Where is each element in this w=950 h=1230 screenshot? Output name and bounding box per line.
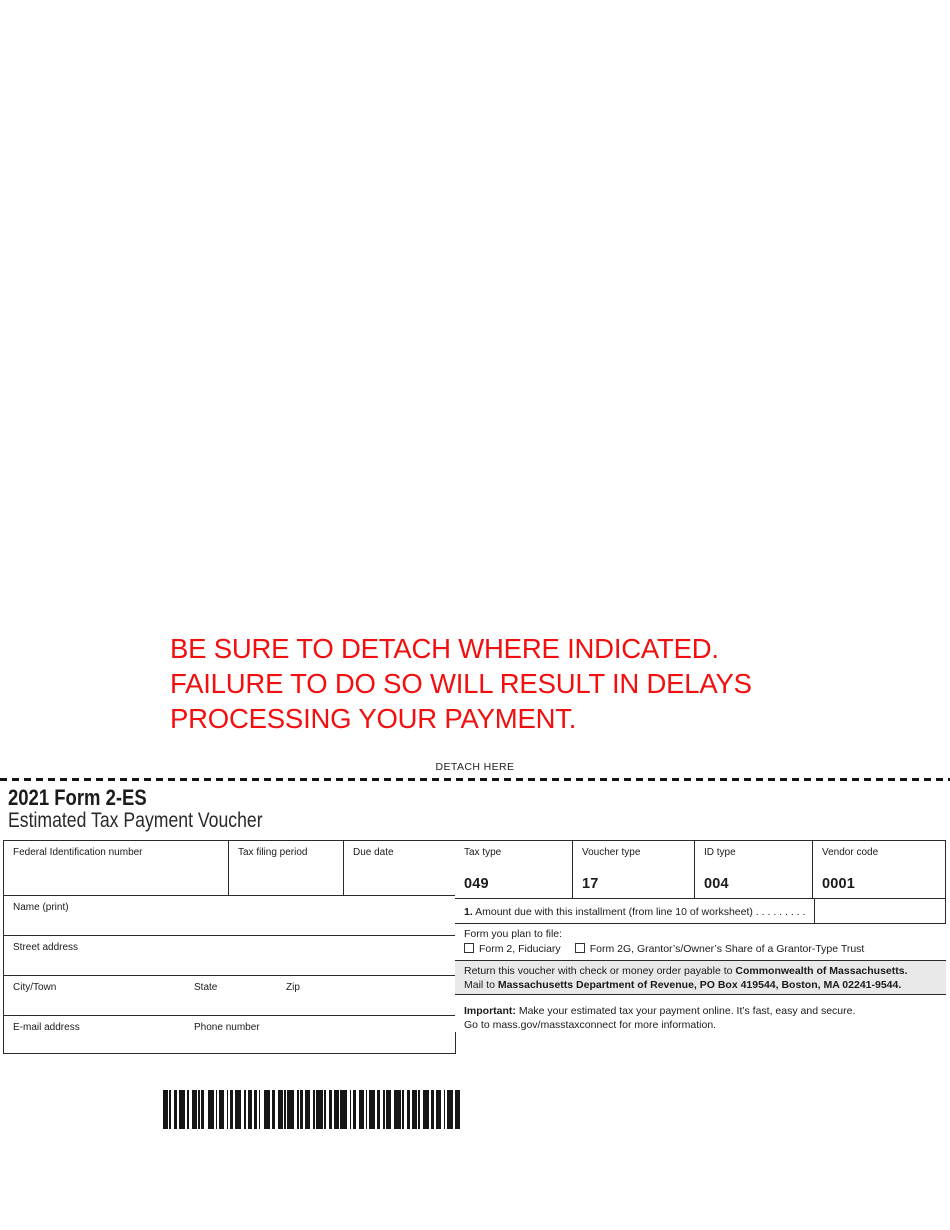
email-label: E-mail address [13,1022,80,1033]
detach-warning-line-3: PROCESSING YOUR PAYMENT. [170,703,577,734]
important-note-line-1 [464,1004,938,1018]
email-phone-field[interactable] [4,1016,455,1053]
taxpayer-info-table [3,840,456,1054]
street-address-label: Street address [13,942,79,953]
important-bold: Important: [464,1005,516,1017]
mail-address-bold: Massachusetts Department of Revenue, PO Box 419544, Boston, MA 02241-9544. [497,979,902,991]
form2g-option [575,943,865,955]
form2g-option-label: Form 2G, Grantor’s/Owner’s Share of a Grantor-Type Trust [589,943,865,955]
tax-type-cell [455,841,573,898]
city-town-label: City/Town [13,982,57,993]
phone-label: Phone number [194,1022,260,1033]
amount-due-text: Amount due with this installment (from line 10 of worksheet) . . . . . . . . . [472,906,806,918]
detach-warning [170,631,752,736]
form-to-file-label: Form you plan to file: [464,928,563,940]
id-type-value: 004 [704,876,729,892]
detach-warning-line-1: BE SURE TO DETACH WHERE INDICATED. [170,633,719,664]
form2-checkbox[interactable] [464,943,474,953]
form-to-file-options [464,943,946,955]
vendor-code-value: 0001 [822,876,856,892]
amount-due-number: 1. [464,906,473,918]
voucher-type-value: 17 [582,876,599,892]
name-label: Name (print) [13,902,69,913]
mail-instructions-line-2 [464,978,938,992]
form-subtitle: Estimated Tax Payment Voucher [8,809,263,832]
state-label: State [194,982,218,993]
mail-to-text: Mail to [464,979,498,991]
name-field[interactable] [4,896,455,936]
detach-warning-line-2: FAILURE TO DO SO WILL RESULT IN DELAYS [170,668,752,699]
important-note [455,995,946,1032]
form-title: 2021 Form 2-ES [8,785,147,810]
form2-option-label: Form 2, Fiduciary [479,943,561,955]
tax-type-value: 049 [464,876,489,892]
id-type-cell [695,841,813,898]
voucher-type-label: Voucher type [582,847,641,858]
city-state-zip-field[interactable] [4,976,455,1016]
important-note-line-2: Go to mass.gov/masstaxconnect for more information. [464,1019,717,1031]
detach-here-label: DETACH HERE [435,761,515,773]
payable-to-bold: Commonwealth of Massachusetts. [735,965,908,977]
mail-instructions [455,961,946,995]
zip-label: Zip [286,982,300,993]
amount-due-line [455,899,814,923]
street-address-field[interactable] [4,936,455,976]
tax-type-label: Tax type [464,847,502,858]
voucher-codes-row [455,840,946,899]
id-type-label: ID type [704,847,736,858]
form2-option [464,943,561,955]
tax-filing-period-field[interactable] [229,841,344,896]
tax-filing-period-label: Tax filing period [238,847,308,858]
form-to-file-row [455,924,946,961]
voucher-type-cell [573,841,695,898]
taxpayer-info-header-row [4,841,455,896]
payment-info-section [455,840,946,1032]
important-text: Make your estimated tax your payment online. It’s fast, easy and secure. [515,1005,856,1017]
return-voucher-text: Return this voucher with check or money order payable to [464,965,736,977]
federal-id-field[interactable] [4,841,229,896]
vendor-code-label: Vendor code [822,847,879,858]
federal-id-label: Federal Identification number [13,847,143,858]
due-date-field[interactable] [344,841,455,896]
detach-dashed-line [0,778,950,781]
amount-due-row [455,899,946,924]
vendor-code-cell [813,841,946,898]
due-date-label: Due date [353,847,394,858]
mail-instructions-line-1 [464,964,938,978]
form2g-checkbox[interactable] [575,943,585,953]
payment-voucher-barcode [163,1090,460,1129]
amount-due-field[interactable] [814,899,946,923]
